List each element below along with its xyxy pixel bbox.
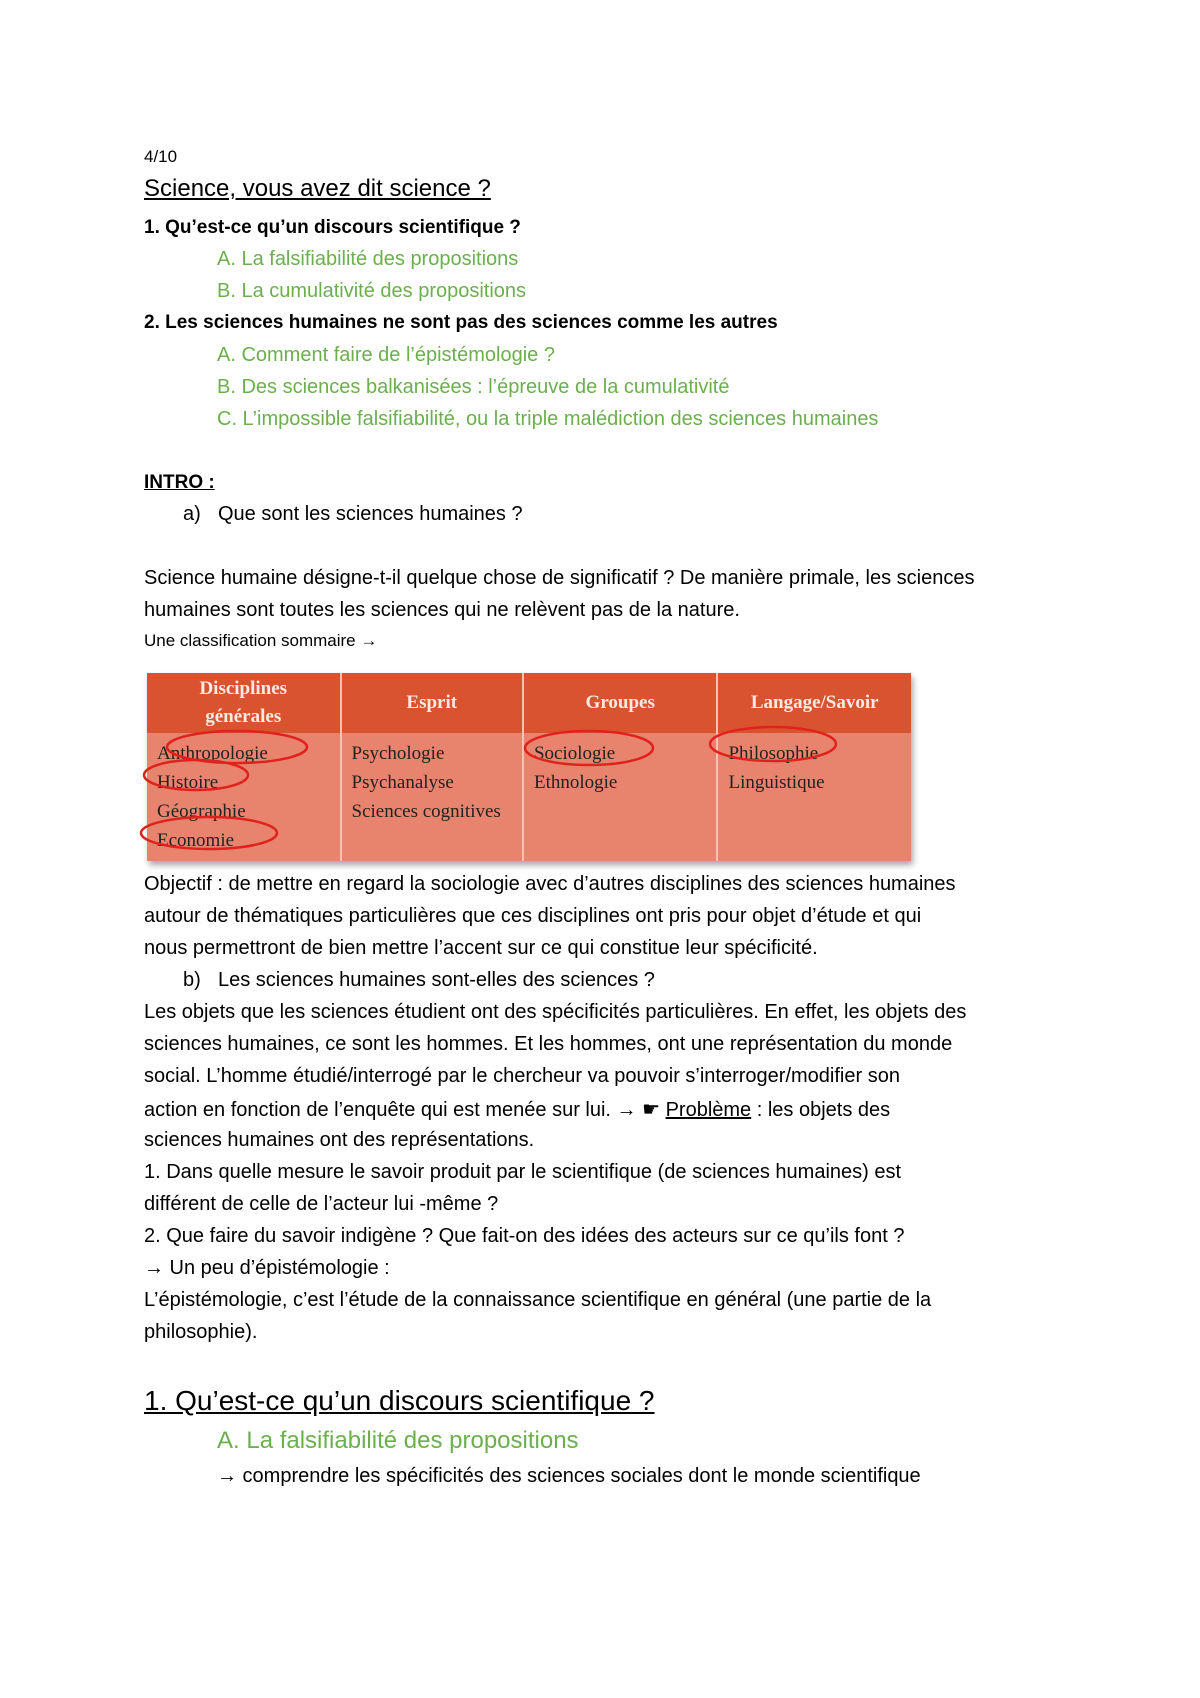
body-line: 2. Que faire du savoir indigène ? Que fait-on des idées des acteurs sur ce qu’ils font ?: [144, 1225, 905, 1247]
table-cell: Sciences cognitives: [351, 801, 501, 822]
table-cell: Linguistique: [728, 772, 825, 793]
body-line: L’épistémologie, c’est l’étude de la connaissance scientifique en général (une partie de la: [144, 1289, 932, 1311]
outline-part-1a: A. La falsifiabilité des propositions: [217, 248, 519, 270]
table-cell: Psychanalyse: [351, 772, 454, 793]
table-cell: Philosophie: [728, 743, 819, 764]
table-column: [523, 733, 718, 861]
classification-caption: Une classification sommaire →: [144, 631, 378, 650]
intro-paragraph-line: humaines sont toutes les sciences qui ne relèvent pas de la nature.: [144, 599, 740, 621]
body-line: sciences humaines, ce sont les hommes. Et les hommes, ont une représentation du monde: [144, 1033, 953, 1055]
question-b-text: Les sciences humaines sont-elles des sciences ?: [218, 969, 655, 991]
page-title: Science, vous avez dit science ?: [144, 175, 491, 202]
body-line: philosophie).: [144, 1321, 258, 1343]
outline-part-2c: C. L’impossible falsifiabilité, ou la triple malédiction des sciences humaines: [217, 408, 879, 430]
question-b-marker: b): [183, 969, 201, 991]
table-header-disciplines: Disciplines générales: [147, 673, 341, 733]
body-line: 1. Dans quelle mesure le savoir produit par le scientifique (de sciences humaines) est: [144, 1161, 902, 1183]
body-line: sciences humaines ont des représentations.: [144, 1129, 535, 1151]
table-header-langage: Langage/Savoir: [717, 673, 911, 733]
objectif-line: nous permettront de bien mettre l’accent sur ce qui constitue leur spécificité.: [144, 937, 818, 959]
table-cell: Géographie: [157, 801, 246, 822]
body-text: action en fonction de l’enquête qui est menée sur lui. → ☛: [144, 1099, 666, 1121]
table-cell: Histoire: [157, 772, 219, 793]
body-line: [144, 1097, 890, 1122]
section-1a-line: → comprendre les spécificités des sciences sociales dont le monde scientifique: [217, 1465, 921, 1487]
question-a-marker: a): [183, 503, 201, 525]
outline-part-2a: A. Comment faire de l’épistémologie ?: [217, 344, 555, 366]
body-line: Les objets que les sciences étudient ont des spécificités particulières. En effet, les objets des: [144, 1001, 967, 1023]
body-line: → Un peu d’épistémologie :: [144, 1257, 390, 1279]
table-header-groupes: Groupes: [523, 673, 718, 733]
probleme-label: Problème: [665, 1099, 752, 1121]
date: 4/10: [144, 147, 178, 166]
table-cell: Psychologie: [351, 743, 445, 764]
table-cell: Ethnologie: [533, 772, 618, 793]
intro-paragraph-line: Science humaine désigne-t-il quelque chose de significatif ? De manière primale, les sciences: [144, 567, 975, 589]
table-column: [717, 733, 911, 861]
question-a-text: Que sont les sciences humaines ?: [218, 503, 523, 525]
section-1a-subheading: A. La falsifiabilité des propositions: [217, 1427, 579, 1454]
table-cell: Anthropologie: [157, 743, 268, 764]
outline-part-2: 2. Les sciences humaines ne sont pas des sciences comme les autres: [144, 312, 778, 333]
table-header-esprit: Esprit: [341, 673, 523, 733]
table-column: [341, 733, 523, 861]
intro-heading: INTRO :: [144, 472, 215, 493]
body-text: : les objets des: [751, 1099, 891, 1121]
section-1-heading: 1. Qu’est-ce qu’un discours scientifique ?: [144, 1385, 655, 1416]
table-column: [147, 733, 341, 861]
objectif-line: Objectif : de mettre en regard la sociologie avec d’autres disciplines des sciences humaines: [144, 873, 956, 895]
body-line: différent de celle de l’acteur lui -même ?: [144, 1193, 499, 1215]
outline-part-2b: B. Des sciences balkanisées : l’épreuve de la cumulativité: [217, 376, 730, 398]
table-cell: Economie: [157, 830, 235, 851]
outline-part-1b: B. La cumulativité des propositions: [217, 280, 527, 302]
table-cell: Sociologie: [533, 743, 616, 764]
objectif-line: autour de thématiques particulières que ces disciplines ont pris pour objet d’étude et qui: [144, 905, 922, 927]
disciplines-table: [147, 673, 911, 861]
outline-part-1: 1. Qu’est-ce qu’un discours scientifique ?: [144, 217, 521, 238]
body-line: social. L’homme étudié/interrogé par le chercheur va pouvoir s’interroger/modifier son: [144, 1065, 900, 1087]
